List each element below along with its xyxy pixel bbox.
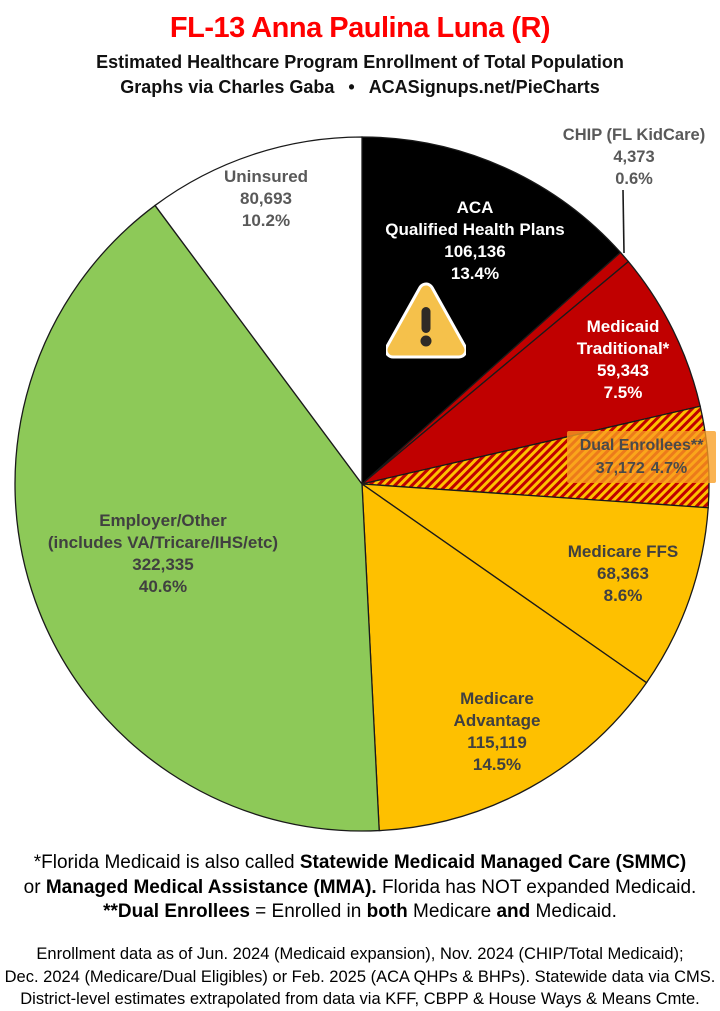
slice-label-medicaid-traditional: Medicaid Traditional* 59,343 7.5% bbox=[576, 317, 670, 402]
pie-slices-group bbox=[15, 137, 709, 831]
footnote-line-1: *Florida Medicaid is also called Statewide Medicaid Managed Care (SMMC) bbox=[33, 852, 687, 873]
slice-label-aca-qhp: ACA Qualified Health Plans 106,136 13.4% bbox=[385, 198, 565, 283]
source-note-text bbox=[0, 943, 720, 1011]
slice-label-uninsured: Uninsured 80,693 10.2% bbox=[223, 167, 309, 230]
byline-site-link: ACASignups.net/PieCharts bbox=[368, 77, 600, 97]
warning-icon bbox=[386, 281, 466, 361]
chip-leader-line bbox=[623, 190, 624, 253]
slice-label-medicare-advantage: Medicare Advantage 115,119 14.5% bbox=[453, 689, 541, 774]
footnote-line-2: or Managed Medical Assistance (MMA). Florida has NOT expanded Medicaid. bbox=[23, 876, 697, 898]
slice-label-medicare-ffs: Medicare FFS 68,363 8.6% bbox=[567, 542, 679, 605]
page-title: FL-13 Anna Paulina Luna (R) bbox=[169, 12, 551, 44]
byline-bullet-separator: • bbox=[348, 77, 355, 97]
slice-label-employer-other: Employer/Other (includes VA/Tricare/IHS/etc) 322,335 40.6% bbox=[47, 511, 279, 596]
source-line-2: Dec. 2024 (Medicare/Dual Eligibles) or Feb. 2025 (ACA QHPs & BHPs). Statewide data via CMS. bbox=[4, 967, 716, 986]
source-line-3: District-level estimates extrapolated from data via KFF, CBPP & House Ways & Means Cmte. bbox=[20, 990, 700, 1008]
chart-subtitle: Estimated Healthcare Program Enrollment of Total Population bbox=[96, 52, 624, 72]
byline-author: Graphs via Charles Gaba bbox=[120, 77, 335, 97]
slice-label-dual-enrollees: Dual Enrollees** 37,172 4.7% bbox=[567, 431, 716, 483]
slice-label-chip: CHIP (FL KidCare) 4,373 0.6% bbox=[562, 126, 706, 188]
footnote-line-3: **Dual Enrollees = Enrolled in both Medicare and Medicaid. bbox=[103, 901, 617, 922]
footnote-text bbox=[0, 851, 720, 925]
source-line-1: Enrollment data as of Jun. 2024 (Medicaid expansion), Nov. 2024 (CHIP/Total Medicaid); bbox=[36, 945, 684, 963]
